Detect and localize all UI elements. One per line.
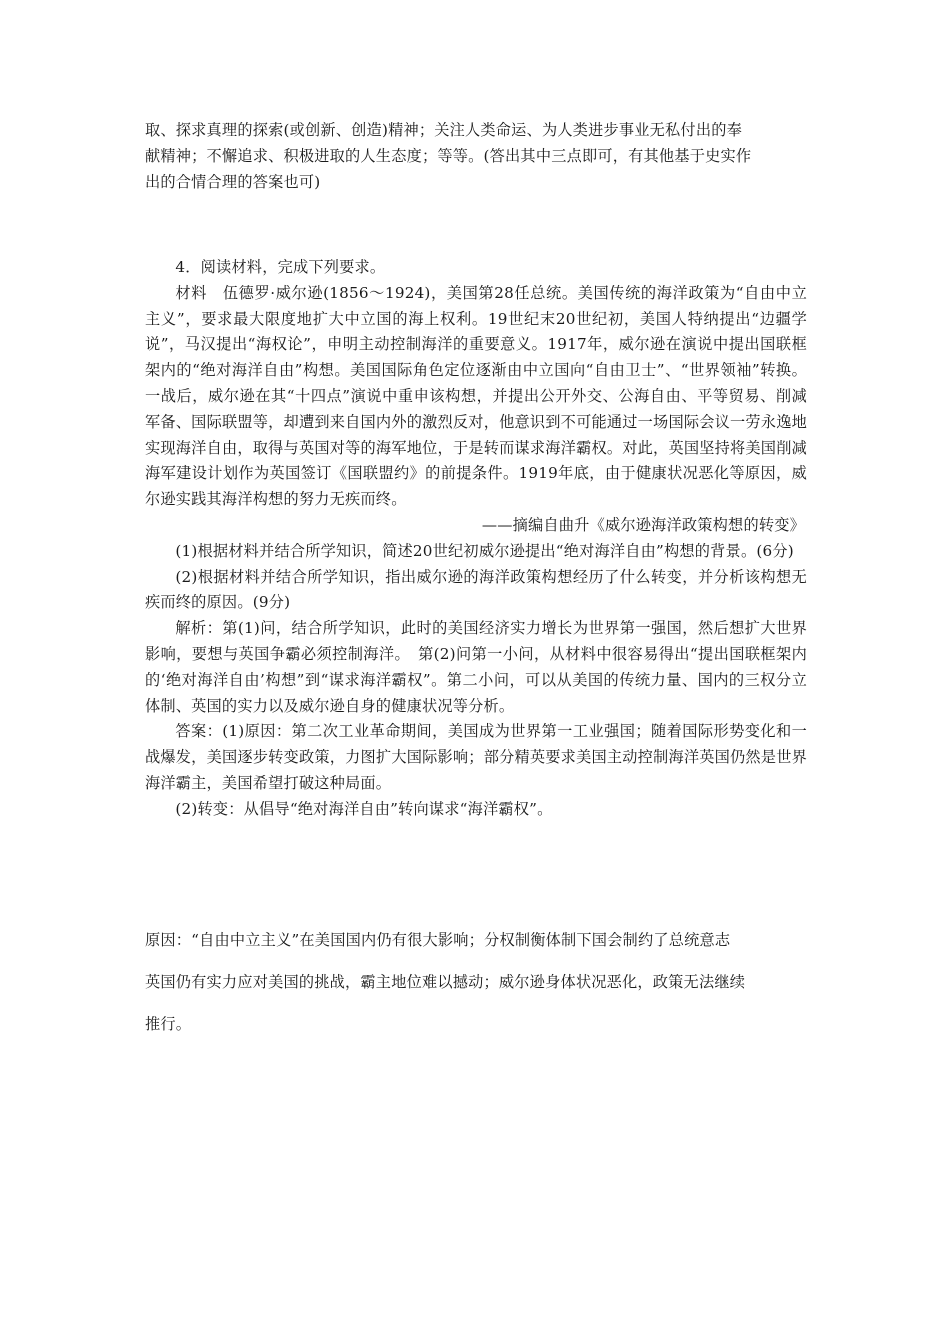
text-line: 取、探求真理的探索(或创新、创造)精神；关注人类命运、为人类进步事业无私付出的奉 <box>145 121 742 139</box>
material-paragraph: 材料 伍德罗·威尔逊(1856～1924)，美国第28任总统。美国传统的海洋政策为“自由中立主义”，要求最大限度地扩大中立国的海上权利。19世纪末20世纪初，美国人特纳提出“边疆学说”，马汉提出“海权论”，申明主动控制海洋的重要意义。1917年，威尔逊在演说中提出国联框架内的“绝对海洋自由”构想。美国国际角色定位逐渐由中立国向“自由卫士”、“世界领袖”转换。一战后，威尔逊在其“十四点”演说中重申该构想，并提出公开外交、公海自由、平等贸易、削减军备、国际联盟等，却遭到来自国内外的激烈反对，他意识到不可能通过一场国际会议一劳永逸地实现海洋自由，取得与英国对等的海军地位，于是转而谋求海洋霸权。对此，英国坚持将美国削减海军建设计划作为英国签订《国联盟约》的前提条件。1919年底，由于健康状况恶化等原因，威尔逊实践其海洋构想的努力无疾而终。 <box>145 283 807 509</box>
analysis-paragraph: 解析：第(1)问，结合所学知识，此时的美国经济实力增长为世界第一强国，然后想扩大世界影响，要想与英国争霸必须控制海洋。 第(2)问第一小问，从材料中很容易得出“提出国联框架内的‘绝对海洋自由’构想”到“谋求海洋霸权”。第二小问，可以从美国的传统力量、国内的三权分立体制、英国的实力以及威尔逊自身的健康状况等分析。 <box>145 619 807 715</box>
previous-answer-continuation <box>145 118 807 195</box>
answer-part-2: (2)转变：从倡导“绝对海洋自由”转向谋求“海洋霸权”。 <box>175 799 553 818</box>
answer-part-1: 答案：(1)原因：第二次工业革命期间，美国成为世界第一工业强国；随着国际形势变化和一战爆发，美国逐步转变政策，力图扩大国际影响；部分精英要求美国主动控制海洋英国仍然是世界海洋霸主，美国希望打破这种局面。 <box>145 722 807 792</box>
text-line: 献精神；不懈追求、积极进取的人生态度；等等。(答出其中三点即可，有其他基于史实作 <box>145 146 752 165</box>
question-4 <box>145 255 807 823</box>
answer-reasons <box>145 926 807 1052</box>
reason-line: 原因：“自由中立主义”在美国国内仍有很大影响；分权制衡体制下国会制约了总统意志 <box>145 931 731 949</box>
text-line: 出的合情合理的答案也可) <box>145 172 321 191</box>
reason-line: 英国仍有实力应对美国的挑战，霸主地位难以撼动；威尔逊身体状况恶化，政策无法继续 <box>145 973 746 991</box>
question-heading: 4．阅读材料，完成下列要求。 <box>175 258 386 276</box>
material-citation: ——摘编自曲升《威尔逊海洋政策构想的转变》 <box>481 515 805 534</box>
sub-question-1: (1)根据材料并结合所学知识，简述20世纪初威尔逊提出“绝对海洋自由”构想的背景。(6分) <box>175 541 794 560</box>
sub-question-2: (2)根据材料并结合所学知识，指出威尔逊的海洋政策构想经历了什么转变，并分析该构想无疾而终的原因。(9分) <box>145 567 807 612</box>
reason-line: 推行。 <box>145 1015 192 1033</box>
